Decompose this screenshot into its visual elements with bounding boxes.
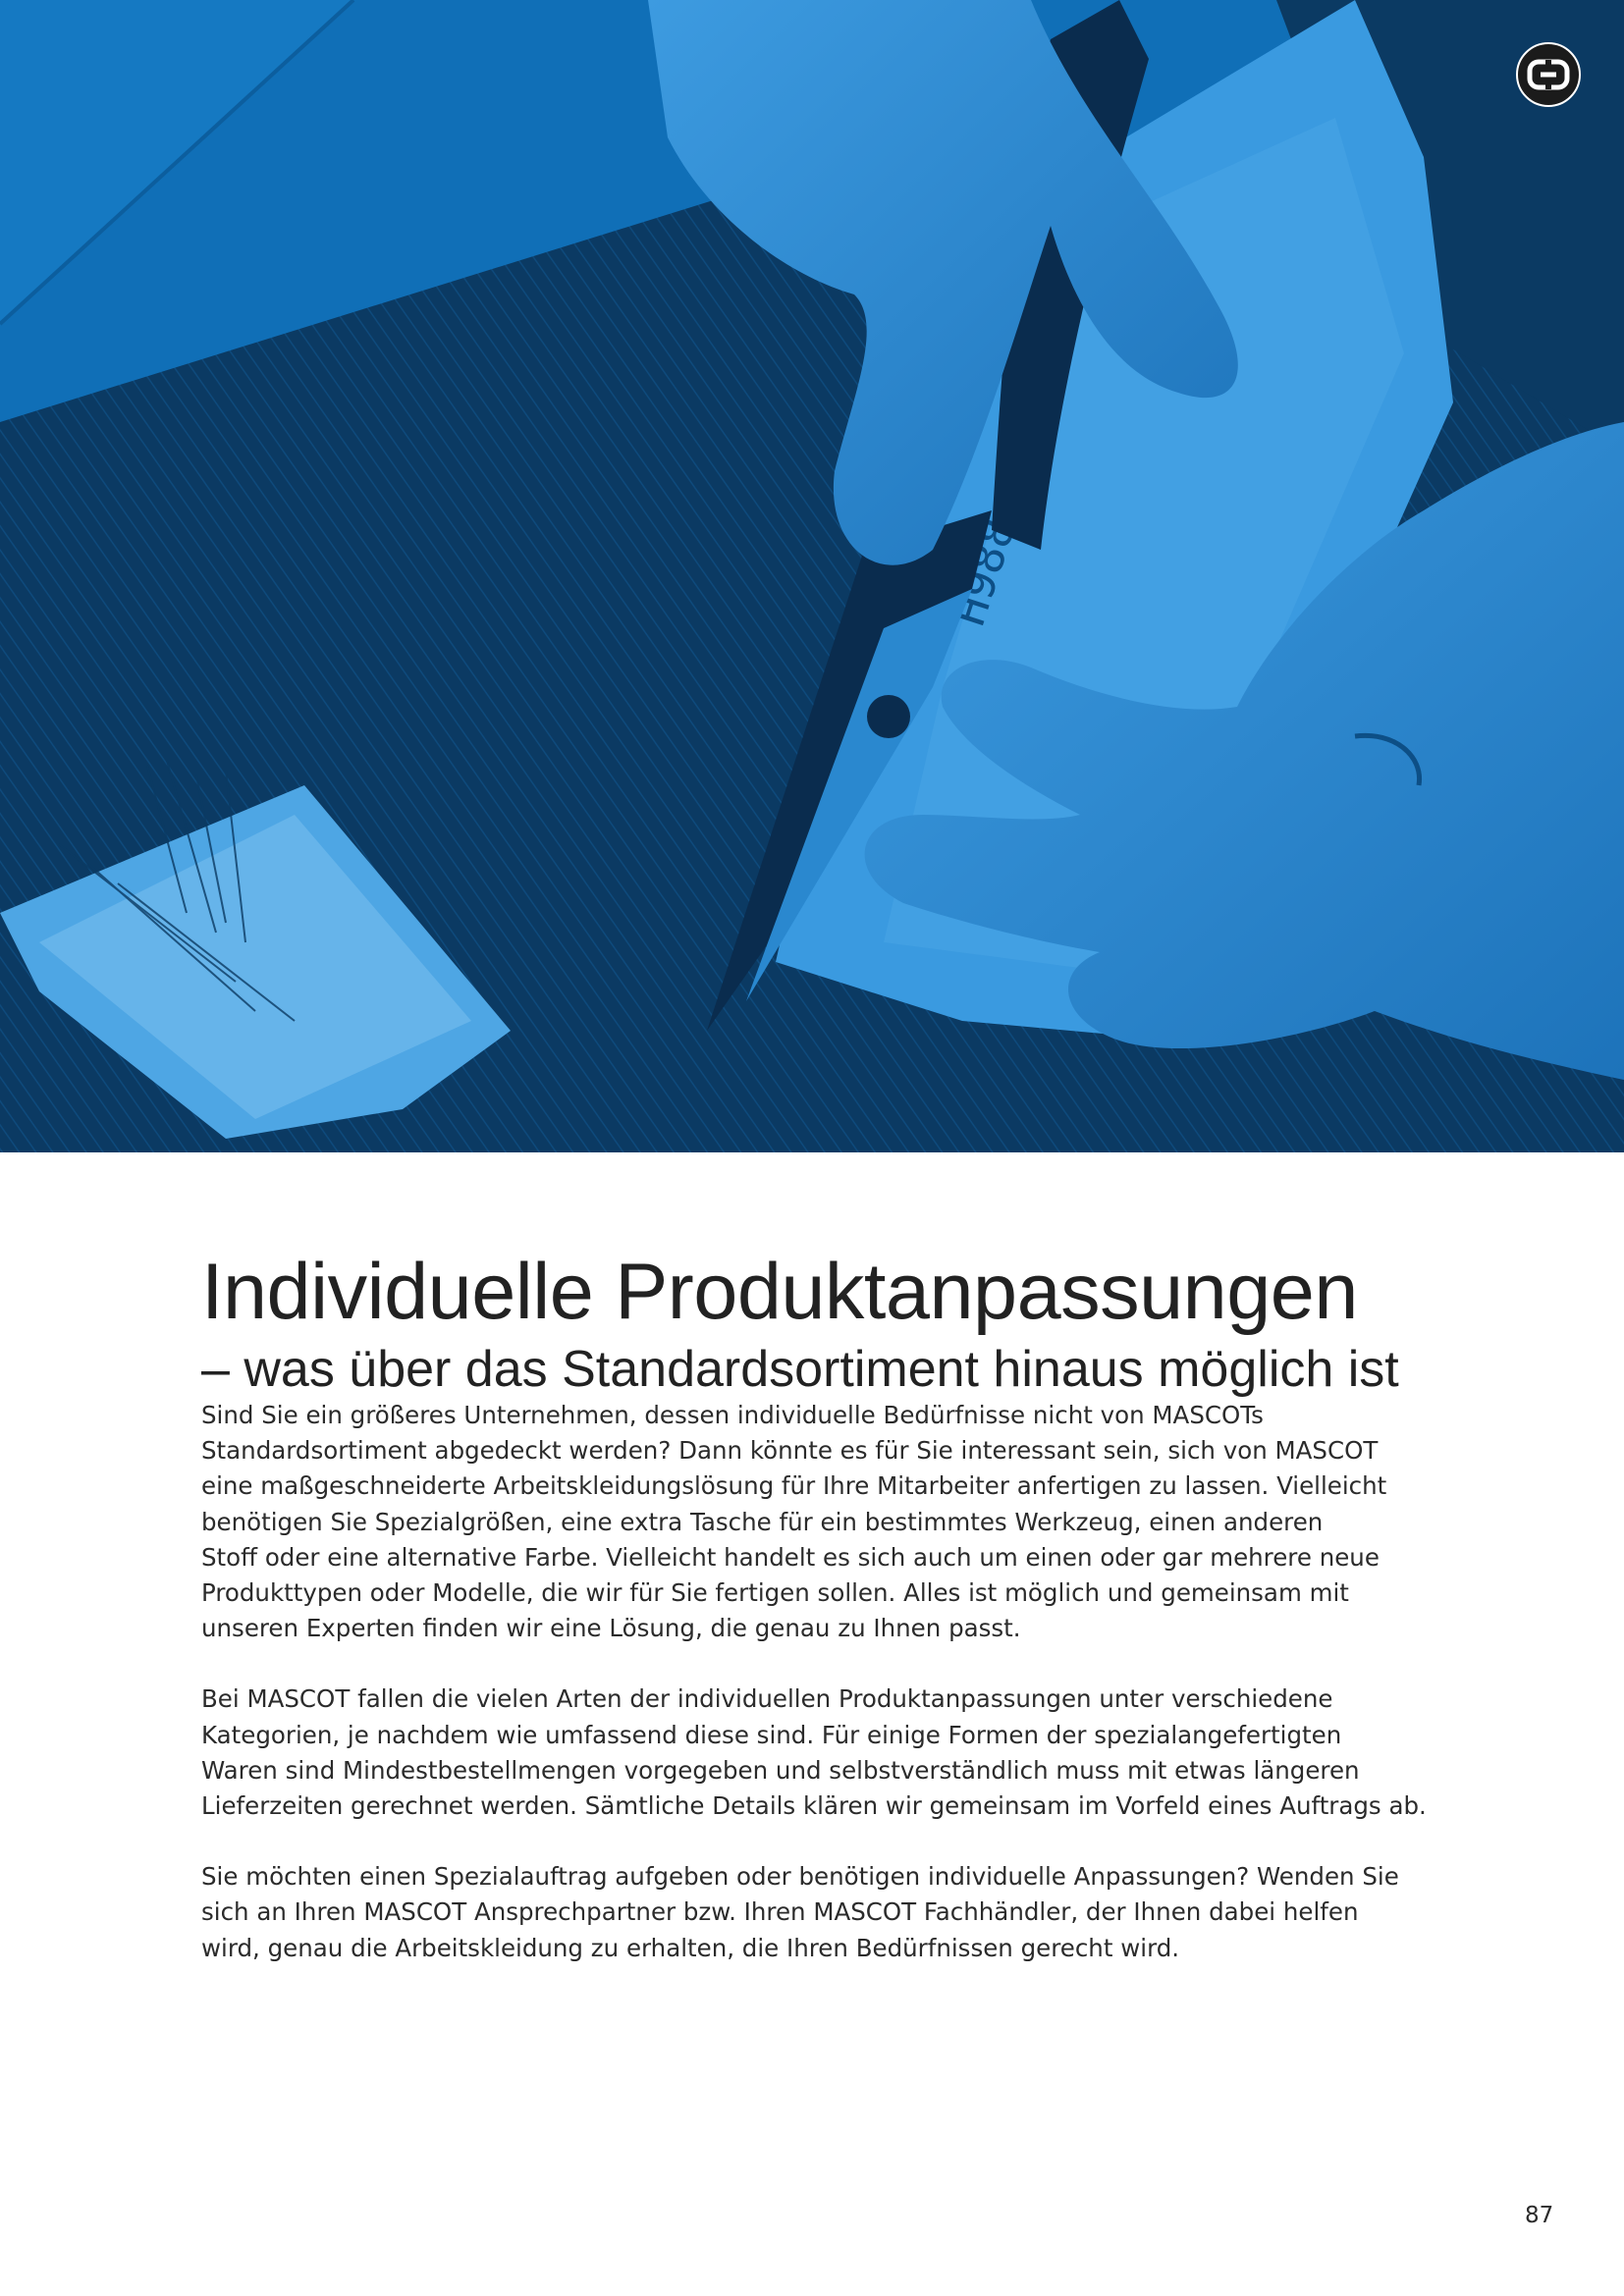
- page-subtitle: – was über das Standardsortiment hinaus möglich ist: [201, 1341, 1399, 1398]
- page-number: 87: [1525, 2203, 1554, 2228]
- page-title: Individuelle Produktanpassungen: [201, 1248, 1358, 1336]
- body-paragraph-3: Sie möchten einen Spezialauftrag aufgeben oder benötigen individuelle Anpassungen? Wenden Sie sich an Ihren MASCOT Ansprechpartner bzw. Ihren MASCOT Fachhändler, der Ihnen dabei helfen wird, genau die Arbeitskleidung zu erhalten, die Ihren Bedürfnissen gerecht wird.: [201, 1862, 1399, 1962]
- pattern-label: H988-82: [942, 434, 1052, 632]
- article: [201, 1245, 1429, 2002]
- body-paragraph-1: Sind Sie ein größeres Unternehmen, dessen individuelle Bedürfnisse nicht von MASCOTs Standardsortiment abgedeckt werden? Dann könnte es für Sie interessant sein, sich von MASCOT eine maßgeschneiderte Arbeitskleidungslösung für Ihre Mitarbeiter anfertigen zu lassen. Vielleicht benötigen Sie Spezialgrößen, eine extra Tasche für ein bestimmtes Werkzeug, einen anderen Stoff oder eine alternative Farbe. Vielleicht handelt es sich auch um einen oder gar mehrere neue Produkttypen oder Modelle, die wir für Sie fertigen sollen. Alles ist möglich und gemeinsam mit unseren Experten finden wir eine Lösung, die genau zu Ihnen passt.: [201, 1401, 1387, 1643]
- brand-logo-icon: [1515, 41, 1582, 108]
- body-paragraph-2: Bei MASCOT fallen die vielen Arten der individuellen Produktanpassungen unter verschiedene Kategorien, je nachdem wie umfassend diese sind. Für einige Formen der spezialangefertigten Waren sind Mindestbestellmengen vorgegeben und selbstverständlich muss mit etwas längeren Lieferzeiten gerechnet werden. Sämtliche Details klären wir gemeinsam im Vorfeld eines Auftrags ab.: [201, 1684, 1427, 1821]
